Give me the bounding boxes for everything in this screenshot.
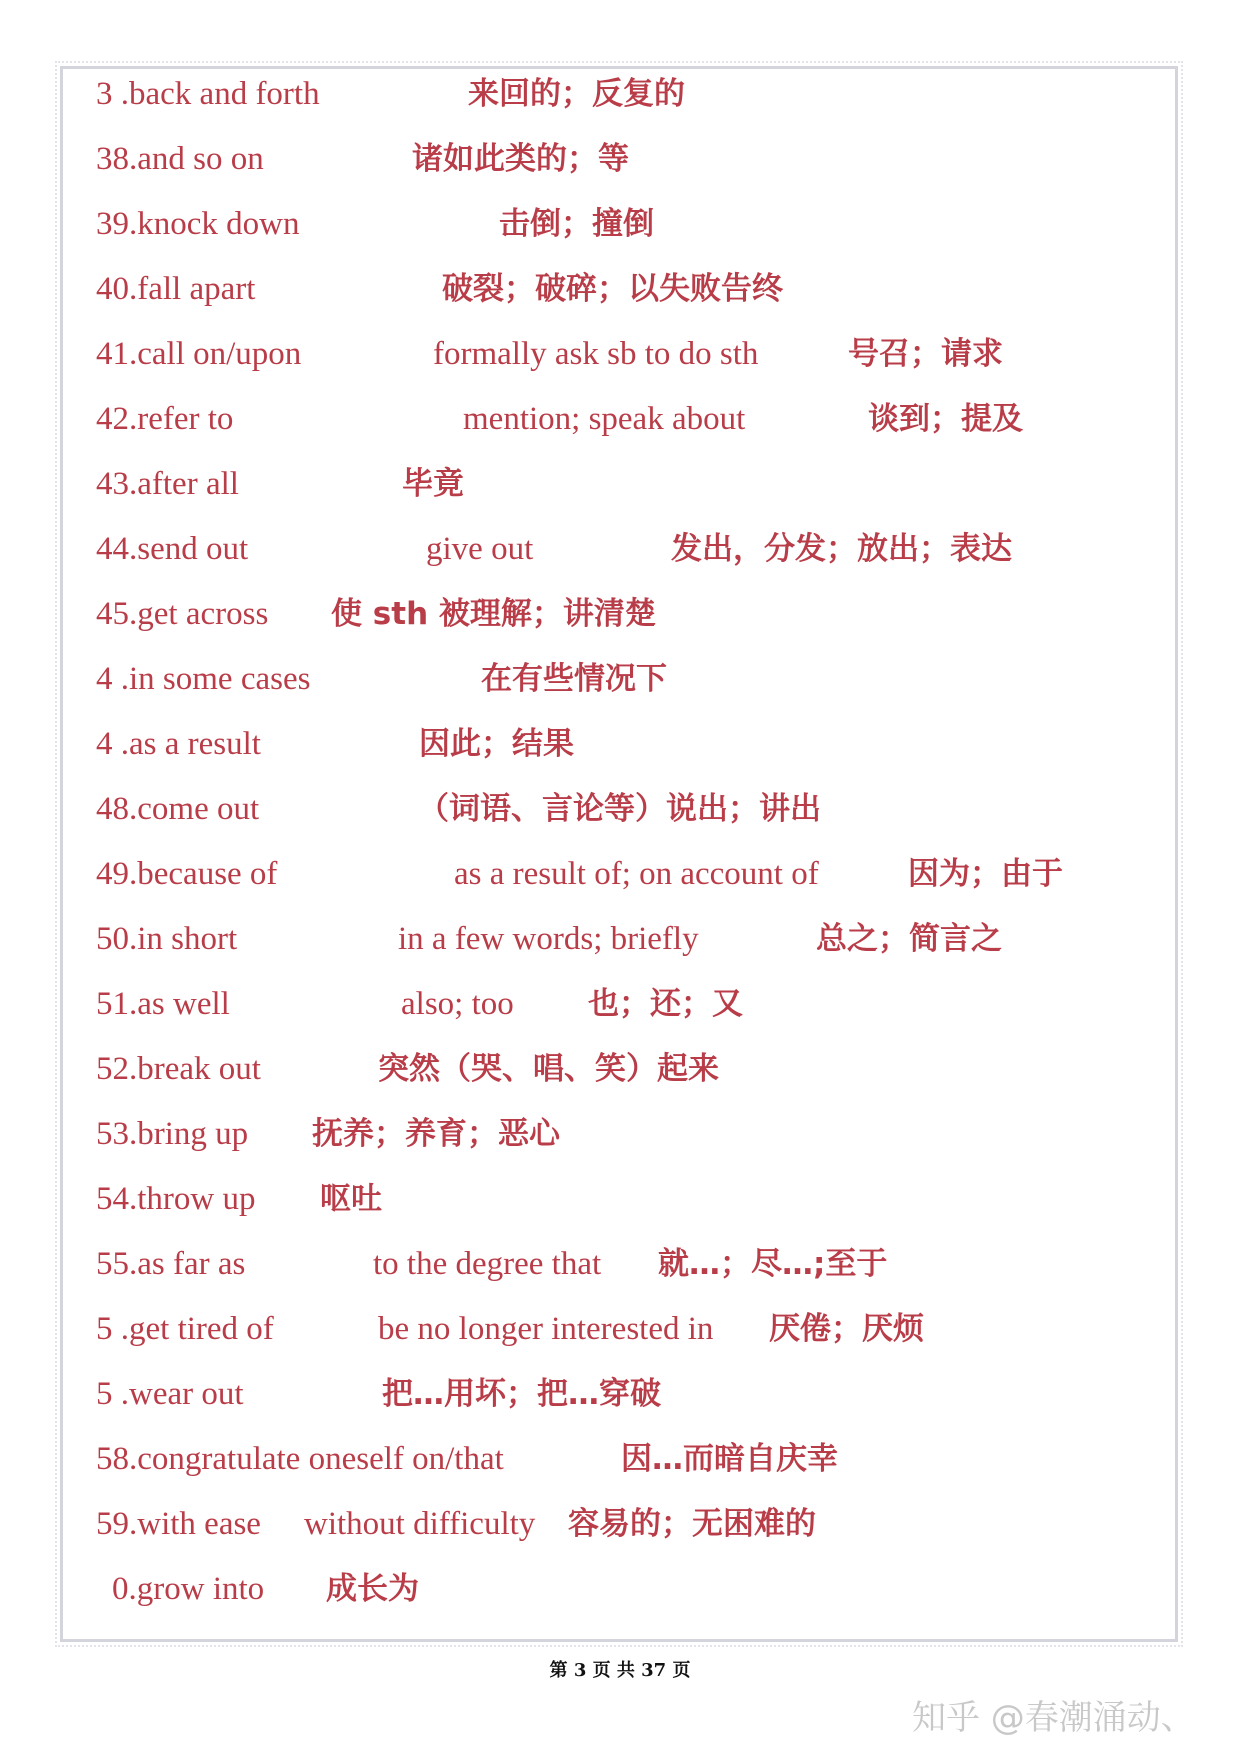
meaning-cn-text: 来回的；反复的 — [468, 76, 685, 112]
meaning-cn-text: 容易的；无困难的 — [568, 1506, 816, 1542]
phrase-text: 58.congratulate oneself on/that — [96, 1441, 504, 1477]
phrase-text: 44.send out — [96, 531, 249, 567]
meaning-cn-text: 击倒；撞倒 — [499, 206, 654, 242]
meaning-cn-text: 突然（哭、唱、笑）起来 — [378, 1051, 719, 1087]
meaning-cn-text: 号召；请求 — [848, 336, 1003, 372]
phrase-text: 4 .as a result — [96, 726, 261, 762]
meaning-cn-text: 总之；简言之 — [816, 921, 1002, 957]
phrase-text: 45.get across — [96, 596, 269, 632]
phrase-text: 42.refer to — [96, 401, 234, 437]
meaning-cn-text: 谈到；提及 — [868, 401, 1023, 437]
phrase-text: 0.grow into — [112, 1571, 265, 1607]
meaning-cn-text: 呕吐 — [320, 1181, 382, 1217]
phrase-text: 52.break out — [96, 1051, 261, 1087]
watermark-text: 知乎 @春潮涌动、 — [912, 1698, 1195, 1738]
meaning-cn-text: 抚养；养育；恶心 — [312, 1116, 560, 1152]
phrase-text: 4 .in some cases — [96, 661, 311, 697]
meaning-en-text: be no longer interested in — [378, 1311, 714, 1347]
meaning-cn-text: 厌倦；厌烦 — [769, 1311, 924, 1347]
meaning-en-text: mention; speak about — [463, 401, 746, 437]
phrase-text: 48.come out — [96, 791, 260, 827]
meaning-cn-text: 使 sth 被理解；讲清楚 — [331, 596, 656, 632]
phrase-text: 5 .get tired of — [96, 1311, 274, 1347]
meaning-cn-text: 破裂；破碎；以失败告终 — [442, 271, 783, 307]
meaning-cn-text: 把…用坏；把…穿破 — [382, 1376, 661, 1412]
meaning-en-text: in a few words; briefly — [398, 921, 699, 957]
phrase-text: 50.in short — [96, 921, 238, 957]
meaning-cn-text: 因为；由于 — [908, 856, 1063, 892]
phrase-text: 41.call on/upon — [96, 336, 302, 372]
meaning-cn-text: 就…；尽…;至于 — [658, 1246, 888, 1282]
meaning-en-text: as a result of; on account of — [454, 856, 819, 892]
phrase-text: 43.after all — [96, 466, 239, 502]
phrase-text: 51.as well — [96, 986, 230, 1022]
meaning-cn-text: 在有些情况下 — [481, 661, 667, 697]
phrase-text: 3 .back and forth — [96, 76, 320, 112]
phrase-text: 49.because of — [96, 856, 278, 892]
meaning-cn-text: 因…而暗自庆幸 — [621, 1441, 838, 1477]
phrase-text: 40.fall apart — [96, 271, 256, 307]
meaning-cn-text: 发出，分发；放出；表达 — [671, 531, 1012, 567]
meaning-cn-text: 成长为 — [326, 1571, 419, 1607]
meaning-cn-text: 毕竟 — [402, 466, 464, 502]
phrase-text: 39.knock down — [96, 206, 300, 242]
meaning-en-text: also; too — [401, 986, 514, 1022]
meaning-en-text: to the degree that — [373, 1246, 602, 1282]
meaning-en-text: formally ask sb to do sth — [433, 336, 759, 372]
meaning-en-text: give out — [426, 531, 534, 567]
phrase-text: 59.with ease — [96, 1506, 261, 1542]
meaning-cn-text: 也；还；又 — [588, 986, 743, 1022]
meaning-en-text: without difficulty — [304, 1506, 536, 1542]
phrase-text: 38.and so on — [96, 141, 264, 177]
phrase-text: 5 .wear out — [96, 1376, 244, 1412]
phrase-text: 54.throw up — [96, 1181, 256, 1217]
meaning-cn-text: 诸如此类的；等 — [412, 141, 629, 177]
page-number-footer: 第 3 页 共 37 页 — [549, 1660, 691, 1681]
meaning-cn-text: 因此；结果 — [419, 726, 574, 762]
meaning-cn-text: （词语、言论等）说出；讲出 — [418, 791, 821, 827]
phrase-text: 53.bring up — [96, 1116, 249, 1152]
phrase-text: 55.as far as — [96, 1246, 246, 1282]
